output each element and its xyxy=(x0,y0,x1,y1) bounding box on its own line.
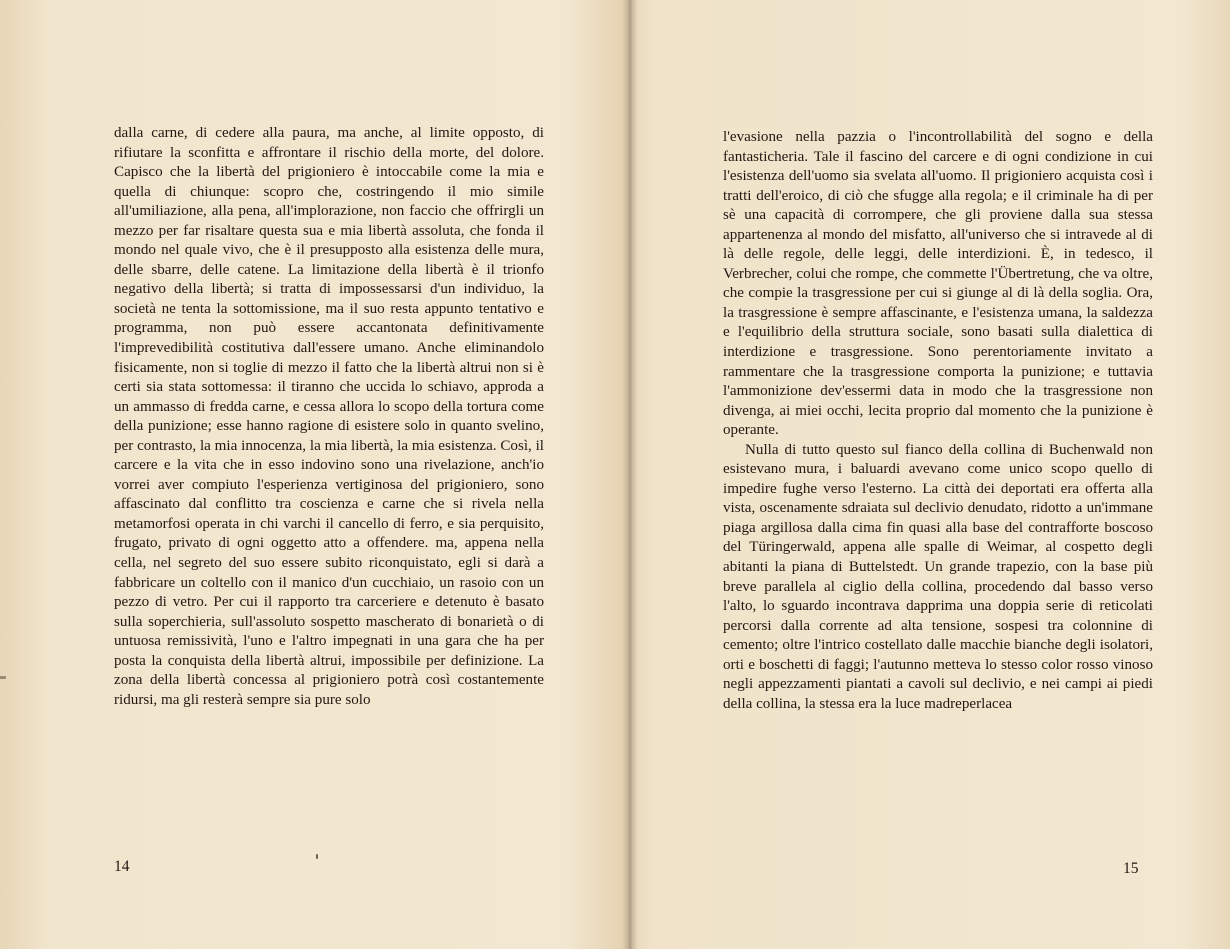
right-paragraph-1: l'evasione nella pazzia o l'incontrollabilità del sogno e della fantasticheria. Tale il fascino del carcere e di ogni condizione in cui l'esistenza dell'uomo sia svelata all'uomo. Il prigioniero acquista così i tratti dell'eroico, di ciò che sfugge alla regola; e il criminale ha di per sè una capacità di corrompere, che gli proviene dalla sua stessa appartenenza al mondo del misfatto, all'universo che si intravede al di là delle regole, delle leggi, delle interdizioni. È, in tedesco, il Verbrecher, colui che rompe, che commette l'Übertretung, che va oltre, che compie la trasgressione per cui si giunge al di là della soglia. Ora, la trasgressione è sempre affascinante, e l'esistenza umana, la saldezza e l'equilibrio della struttura sociale, sono basati sulla dialettica di interdizione e trasgressione. Sono perentoriamente invitato a rammentare che la trasgressione comporta la punizione; e tuttavia l'ammonizione dev'essermi data in modo che la trasgressione non divenga, ai miei occhi, lecita proprio dal momento che la punizione è operante. xyxy=(723,129,1153,439)
edge-mark xyxy=(0,676,6,679)
left-body-paragraph: dalla carne, di cedere alla paura, ma anche, al limite opposto, di rifiutare la sconfitta e affrontare il rischio della morte, del dolore. Capisco che la libertà del prigioniero è intoccabile come la mia e quella di chiunque: scopro che, costringendo il mio simile all'umiliazione, alla pena, all'implorazione, non faccio che offrirgli un mezzo per far risaltare questa sua e mia libertà assoluta, che fonda il mondo nel quale vivo, che è il presupposto alla esistenza delle mura, delle sbarre, delle catene. La limitazione della libertà è il trionfo negativo della libertà; si tratta di impossessarsi d'un individuo, la società ne tenta la sottomissione, ma il suo resta appunto tentativo e programma, non può essere accantonata definitivamente l'imprevedibilità costitutiva dall'essere umano. Anche eliminandolo fisicamente, non si toglie di mezzo il fatto che la libertà altrui non si è certi sia stata sottomessa: il tiranno che uccida lo schiavo, approda a un ammasso di fredda carne, e cessa allora lo scopo della tortura come della punizione; esse hanno ragione di esistere solo in quanto svelino, per contrasto, la mia innocenza, la mia libertà, la mia esistenza. Così, il carcere e la vita che in esso indovino sono una rivelazione, anch'io vorrei aver compiuto l'esperienza vertiginosa del prigioniero, sono affascinato dal conflitto tra coscienza e carne che si rivela nella metamorfosi operata in chi varchi il cancello di ferro, e sia perquisito, frugato, privato di ogni oggetto atto a offendere. ma, appena nella cella, nel segreto del suo essere subito riconquistato, egli si darà a fabbricare un coltello con il manico d'un cucchiaio, un rasoio con un pezzo di vetro. Per cui il rapporto tra carceriere e detenuto è basato sulla soperchieria, sull'assoluto sospetto mascherato di bonarietà o di untuosa remissività, l'uno e l'altro impegnati in una gara che ha per posta la conquista della libertà altrui, impossibile per definizione. La zona della libertà concessa al prigioniero potrà così costantemente ridursi, ma gli resterà sempre sia pure solo xyxy=(114,125,544,708)
ink-speck xyxy=(316,854,318,859)
left-page-text xyxy=(114,124,544,710)
right-page-text xyxy=(723,128,1153,714)
right-paragraph-2: Nulla di tutto questo sul fianco della collina di Buchenwald non esistevano mura, i baluardi avevano come unico scopo quello di impedire fughe verso l'esterno. La città dei deportati era offerta alla vista, oscenamente sdraiata sul declivio denudato, ridotto a un'immane piaga argillosa dalla cima fin quasi alla base del contrafforte boscoso del Türingerwald, appena alle spalle di Weimar, al cospetto degli abitanti la piana di Buttelstedt. Un grande trapezio, con la base più breve parallela al ciglio della collina, procedendo dal basso verso l'alto, lo sguardo incontrava dapprima una doppia serie di reticolati percorsi dalla corrente ad alta tensione, sospesi tra colonnine di cemento; oltre l'intrico costellato dalle macchie bianche degli isolatori, orti e boschetti di faggi; l'autunno metteva lo stesso color rosso vinoso negli appezzamenti piantati a cavoli sul declivio, e nei campi ai piedi della collina, la stessa era la luce madreperlacea xyxy=(723,441,1153,712)
page-number-right: 15 xyxy=(1123,860,1139,877)
right-page xyxy=(632,0,1230,949)
page-number-left: 14 xyxy=(114,858,130,875)
